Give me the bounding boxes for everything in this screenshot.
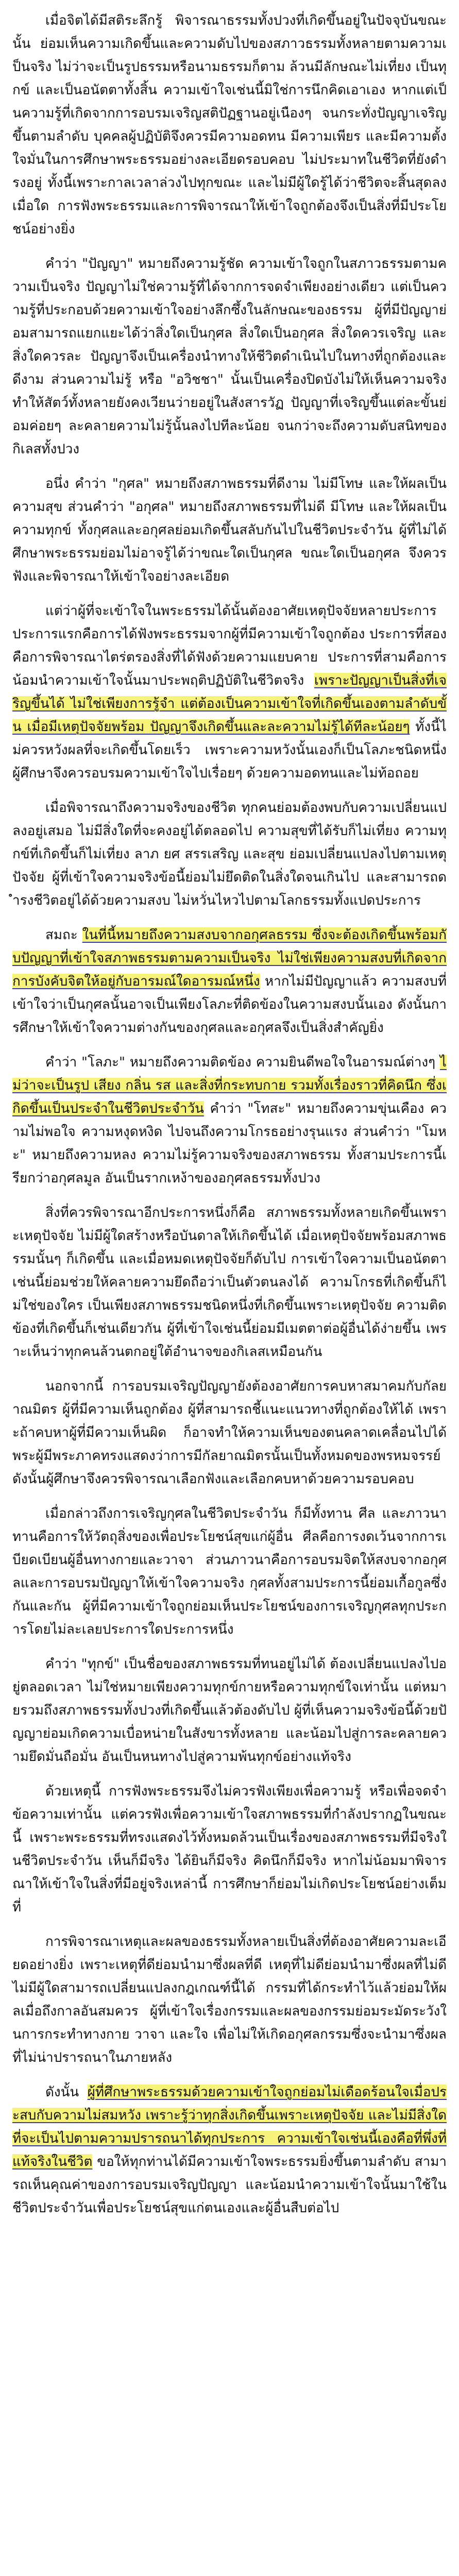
paragraph (12, 1930, 447, 2070)
paragraph-gap (12, 912, 447, 924)
paragraph-gap (12, 785, 447, 796)
paragraph-text: นอกจากนี้ การอบรมเจริญปัญญายังต้องอาศัยการคบหาสมาคมกับกัลยาณมิตร ผู้ที่มีความเห็นถูกต้อง ผู้ที่สามารถชี้แนะแนวทางที่ถูกต้องให้ได้ เพราะถ้าคบหาผู้ที่มีความเห็นผิด ก็อาจทำให้ความเห็นของตนคลาดเคลื่อนไปได้ พระผู้มีพระภาคทรงแสดงว่าการมีกัลยาณมิตรนั้นเป็นทั้งหมดของพรหมจรรย์ ดังนั้นผู้ศึกษาจึงควรพิจารณาเลือกฟังและเลือกคบหาด้วยความรอบคอบ (12, 1379, 447, 1487)
paragraph (12, 2081, 447, 2220)
paragraph (12, 796, 447, 912)
paragraph-text: คำว่า "ปัญญา" หมายถึงความรู้ชัด ความเข้าใจถูกในสภาวธรรมตามความเป็นจริง ปัญญาไม่ใช่ความรู้ที่ได้จากการจดจำเพียงอย่างเดียว แต่เป็นความรู้ที่ประกอบด้วยความเข้าใจอย่างลึกซึ้งในลักษณะของธรรม ผู้ที่มีปัญญาย่อมสามารถแยกแยะได้ว่าสิ่งใดเป็นกุศล สิ่งใดเป็นอกุศล สิ่งใดควรเจริญ และสิ่งใดควรละ ปัญญาจึงเป็นเครื่องนำทางให้ชีวิตดำเนินไปในทางที่ถูกต้องและดีงาม ส่วนความไม่รู้ หรือ "อวิชชา" นั้นเป็นเครื่องปิดบังไม่ให้เห็นความจริง ทำให้สัตว์ทั้งหลายยังคงเวียนว่ายอยู่ในสังสารวัฏ ปัญญาที่เจริญขึ้นแต่ละขั้นย่อมค่อยๆ ละคลายความไม่รู้นั้นลงไปทีละน้อย จนกว่าจะถึงความดับสนิทของกิเลสทั้งปวง (12, 256, 447, 457)
paragraph-text: คำว่า "โทสะ" หมายถึงความขุ่นเคือง ความไม่พอใจ ความหงุดหงิด ไปจนถึงความโกรธอย่างรุนแรง ส่วนคำว่า "โมหะ" หมายถึงความหลง ความไม่รู้ความจริงของสภาพธรรม ทั้งสามประการนี้เรียกว่าอกุศลมูล อันเป็นรากเหง้าของอกุศลธรรมทั้งปวง (12, 1101, 447, 1186)
paragraph (12, 1201, 447, 1364)
paragraph-text: สิ่งที่ควรพิจารณาอีกประการหนึ่งก็คือ สภาพธรรมทั้งหลายเกิดขึ้นเพราะเหตุปัจจัย ไม่มีผู้ใดสร้างหรือบันดาลให้เกิดขึ้นได้ เมื่อเหตุปัจจัยพร้อมสภาพธรรมนั้นๆ ก็เกิดขึ้น และเมื่อหมดเหตุปัจจัยก็ดับไป การเข้าใจความเป็นอนัตตาเช่นนี้ย่อมช่วยให้คลายความยึดถือว่าเป็นตัวตนลงได้ ความโกรธที่เกิดขึ้นก็ไม่ใช่ของใคร เป็นเพียงสภาพธรรมชนิดหนึ่งที่เกิดขึ้นเพราะเหตุปัจจัย ความติดข้องที่เกิดขึ้นก็เช่นเดียวกัน ผู้ที่เข้าใจเช่นนี้ย่อมมีเมตตาต่อผู้อื่นได้ง่ายขึ้น เพราะเห็นว่าทุกคนล้วนตกอยู่ใต้อำนาจของกิเลสเหมือนกัน (12, 1205, 447, 1360)
paragraph (12, 1502, 447, 1641)
paragraph (12, 1780, 447, 1919)
paragraph-text: คำว่า "ทุกข์" เป็นชื่อของสภาพธรรมที่ทนอยู่ไม่ได้ ต้องเปลี่ยนแปลงไปอยู่ตลอดเวลา ไม่ใช่หมายเพียงความทุกข์กายหรือความทุกข์ใจเท่านั้น แต่หมายรวมถึงสภาพธรรมทั้งปวงที่เกิดขึ้นแล้วต้องดับไป ผู้ที่เห็นความจริงข้อนี้ด้วยปัญญาย่อมเกิดความเบื่อหน่ายในสังขารทั้งหลาย และน้อมไปสู่การละคลายความยึดมั่นถือมั่น อันเป็นหนทางไปสู่ความพ้นทุกข์อย่างแท้จริง (12, 1656, 447, 1765)
paragraph-text: สมถะ (45, 927, 82, 943)
paragraph-text: การพิจารณาเหตุและผลของธรรมทั้งหลายเป็นสิ่งที่ต้องอาศัยความละเอียดอย่างยิ่ง เพราะเหตุที่ดีย่อมนำมาซึ่งผลที่ดี เหตุที่ไม่ดีย่อมนำมาซึ่งผลที่ไม่ดี ไม่มีผู้ใดสามารถเปลี่ยนแปลงกฎเกณฑ์นี้ได้ กรรมที่ได้กระทำไว้แล้วย่อมให้ผลเมื่อถึงกาลอันสมควร ผู้ที่เข้าใจเรื่องกรรมและผลของกรรมย่อมระมัดระวังในการกระทำทางกาย วาจา และใจ เพื่อไม่ให้เกิดอกุศลกรรมซึ่งจะนำมาซึ่งผลที่ไม่น่าปรารถนาในภายหลัง (12, 1934, 447, 2065)
paragraph-text: ทั้งนี้ไม่ควรหวังผลที่จะเกิดขึ้นโดยเร็ว เพราะความหวังนั้นเองก็เป็นโลภะชนิดหนึ่ง ผู้ศึกษาจึงควรอบรมความเข้าใจไปเรื่อยๆ ด้วยความอดทนและไม่ท้อถอย (12, 719, 447, 781)
paragraph (12, 1375, 447, 1491)
paragraph-text: หากไม่มีปัญญาแล้ว ความสงบที่เข้าใจว่าเป็นกุศลนั้นอาจเป็นเพียงโลภะที่ติดข้องในความสงบนั้นเอง ดังนั้นการศึกษาให้เข้าใจความต่างกันของกุศลและอกุศลจึงเป็นสิ่งสำคัญยิ่ง (12, 974, 447, 1036)
highlighted-text: ในที่นี้หมายถึงความสงบจากอกุศลธรรม ซึ่งจะต้องเกิดขึ้นพร้อมกับปัญญาที่เข้าใจสภาพธรรมตามความเป็นจริง ไม่ใช่เพียงความสงบที่เกิดจากการบังคับจิตให้อยู่กับอารมณ์ใดอารมณ์หนึ่ง (12, 927, 447, 989)
paragraph-gap (12, 1190, 447, 1201)
paragraph-gap (12, 1364, 447, 1375)
paragraph-gap (12, 1769, 447, 1780)
paragraph (12, 252, 447, 461)
paragraph-text: เมื่อกล่าวถึงการเจริญกุศลในชีวิตประจำวัน ก็มีทั้งทาน ศีล และภาวนา ทานคือการให้วัตถุสิ่งของเพื่อประโยชน์สุขแก่ผู้อื่น ศีลคือการงดเว้นจากการเบียดเบียนผู้อื่นทางกายและวาจา ส่วนภาวนาคือการอบรมจิตให้สงบจากอกุศลและการอบรมปัญญาให้เข้าใจความจริง กุศลทั้งสามประการนี้ย่อมเกื้อกูลซึ่งกันและกัน ผู้ที่มีความเข้าใจถูกย่อมเห็นประโยชน์ของการเจริญกุศลทุกประการโดยไม่ละเลยประการใดประการหนึ่ง (12, 1506, 447, 1637)
paragraph (12, 924, 447, 1040)
paragraph (12, 9, 447, 241)
paragraph-text: ขอให้ทุกท่านได้มีความเข้าใจพระธรรมยิ่งขึ้นตามลำดับ สามารถเห็นคุณค่าของการอบรมเจริญปัญญา และน้อมนำความเข้าใจนั้นมาใช้ในชีวิตประจำวันเพื่อประโยชน์สุขแก่ตนเองและผู้อื่นสืบต่อไป (12, 2154, 447, 2216)
paragraph (12, 1051, 447, 1190)
paragraph-gap (12, 1040, 447, 1051)
highlighted-text: ผู้ที่ศึกษาพระธรรมด้วยความเข้าใจถูกย่อมไม่เดือดร้อนใจเมื่อประสบกับความไม่สมหวัง เพราะรู้ว่าทุกสิ่งเกิดขึ้นเพราะเหตุปัจจัย และไม่มีสิ่งใดที่จะเป็นไปตามความปรารถนาได้ทุกประการ ความเข้าใจเช่นนี้เองคือที่พึ่งที่แท้จริงในชีวิต (12, 2084, 447, 2170)
paragraph-gap (12, 2070, 447, 2081)
document-body (12, 9, 447, 2220)
paragraph-text: แต่ว่าผู้ที่จะเข้าใจในพระธรรมได้นั้นต้องอาศัยเหตุปัจจัยหลายประการ ประการแรกคือการได้ฟังพระธรรมจากผู้ที่มีความเข้าใจถูกต้อง ประการที่สองคือการพิจารณาไตร่ตรองสิ่งที่ได้ฟังด้วยความแยบคาย ประการที่สามคือการน้อมนำความเข้าใจนั้นมาประพฤติปฏิบัติในชีวิตจริง (12, 603, 447, 688)
highlighted-text: เพราะปัญญาเป็นสิ่งที่เจริญขึ้นได้ ไม่ใช่เพียงการรู้จำ แต่ต้องเป็นความเข้าใจที่เกิดขึ้นเองตามลำดับขั้น เมื่อมีเหตุปัจจัยพร้อม ปัญญาจึงเกิดขึ้นและละความไม่รู้ได้ทีละน้อยๆ (12, 673, 447, 735)
paragraph (12, 600, 447, 785)
paragraph-gap (12, 1919, 447, 1930)
paragraph-text: เมื่อจิตได้มีสติระลึกรู้ พิจารณาธรรมทั้งปวงที่เกิดขึ้นอยู่ในปัจจุบันขณะนั้น ย่อมเห็นความเกิดขึ้นและความดับไปของสภาวธรรมทั้งหลายตามความเป็นจริง ไม่ว่าจะเป็นรูปธรรมหรือนามธรรมก็ตาม ล้วนมีลักษณะไม่เที่ยง เป็นทุกข์ และเป็นอนัตตาทั้งสิ้น ความเข้าใจเช่นนี้มิใช่การนึกคิดเอาเอง หากแต่เป็นความรู้ที่เกิดจากการอบรมเจริญสติปัฏฐานอยู่เนืองๆ จนกระทั่งปัญญาเจริญขึ้นตามลำดับ บุคคลผู้ปฏิบัติจึงควรมีความอดทน มีความเพียร และมีความตั้งใจมั่นในการศึกษาพระธรรมอย่างละเอียดรอบคอบ ไม่ประมาทในชีวิตที่ยังดำรงอยู่ ทั้งนี้เพราะกาลเวลาล่วงไปทุกขณะ และไม่มีผู้ใดรู้ได้ว่าชีวิตจะสิ้นสุดลงเมื่อใด การฟังพระธรรมและการพิจารณาให้เข้าใจถูกต้องจึงเป็นสิ่งที่มีประโยชน์อย่างยิ่ง (12, 13, 447, 237)
paragraph (12, 1653, 447, 1769)
paragraph-text: ดังนั้น (45, 2084, 88, 2100)
paragraph-text: คำว่า "โลภะ" หมายถึงความติดข้อง ความยินดีพอใจในอารมณ์ต่างๆ (45, 1055, 440, 1070)
paragraph-gap (12, 1491, 447, 1502)
paragraph-text: อนึ่ง คำว่า "กุศล" หมายถึงสภาพธรรมที่ดีงาม ไม่มีโทษ และให้ผลเป็นความสุข ส่วนคำว่า "อกุศล" หมายถึงสภาพธรรมที่ไม่ดี มีโทษ และให้ผลเป็นความทุกข์ ทั้งกุศลและอกุศลย่อมเกิดขึ้นสลับกันไปในชีวิตประจำวัน ผู้ที่ไม่ได้ศึกษาพระธรรมย่อมไม่อาจรู้ได้ว่าขณะใดเป็นกุศล ขณะใดเป็นอกุศล จึงควรฟังและพิจารณาให้เข้าใจอย่างละเอียด (12, 476, 447, 584)
paragraph-gap (12, 241, 447, 252)
paragraph-gap (12, 588, 447, 600)
paragraph-gap (12, 1641, 447, 1653)
paragraph-text: เมื่อพิจารณาถึงความจริงของชีวิต ทุกคนย่อมต้องพบกับความเปลี่ยนแปลงอยู่เสมอ ไม่มีสิ่งใดที่จะคงอยู่ได้ตลอดไป ความสุขที่ได้รับก็ไม่เที่ยง ความทุกข์ที่เกิดขึ้นก็ไม่เที่ยง ลาภ ยศ สรรเสริญ และสุข ย่อมเปลี่ยนแปลงไปตามเหตุปัจจัย ผู้ที่เข้าใจความจริงข้อนี้ย่อมไม่ยึดติดในสิ่งใดจนเกินไป และสามารถดำรงชีวิตอยู่ได้ด้วยความสงบ ไม่หวั่นไหวไปตามโลกธรรมทั้งแปดประการ (12, 800, 447, 908)
paragraph-text: ด้วยเหตุนี้ การฟังพระธรรมจึงไม่ควรฟังเพียงเพื่อความรู้ หรือเพื่อจดจำข้อความเท่านั้น แต่ควรฟังเพื่อความเข้าใจสภาพธรรมที่กำลังปรากฏในขณะนี้ เพราะพระธรรมที่ทรงแสดงไว้ทั้งหมดล้วนเป็นเรื่องของสภาพธรรมที่มีจริงในชีวิตประจำวัน เห็นก็มีจริง ได้ยินก็มีจริง คิดนึกก็มีจริง หากไม่น้อมมาพิจารณาให้เข้าใจในสิ่งที่มีอยู่จริงเหล่านี้ การศึกษาก็ย่อมไม่เกิดประโยชน์อย่างเต็มที่ (12, 1784, 447, 1915)
highlighted-text: ไม่ว่าจะเป็นรูป เสียง กลิ่น รส และสิ่งที่กระทบกาย รวมทั้งเรื่องราวที่คิดนึก ซึ่งเกิดขึ้นเป็นประจำในชีวิตประจำวัน (12, 1055, 447, 1116)
paragraph (12, 472, 447, 588)
paragraph-gap (12, 461, 447, 472)
